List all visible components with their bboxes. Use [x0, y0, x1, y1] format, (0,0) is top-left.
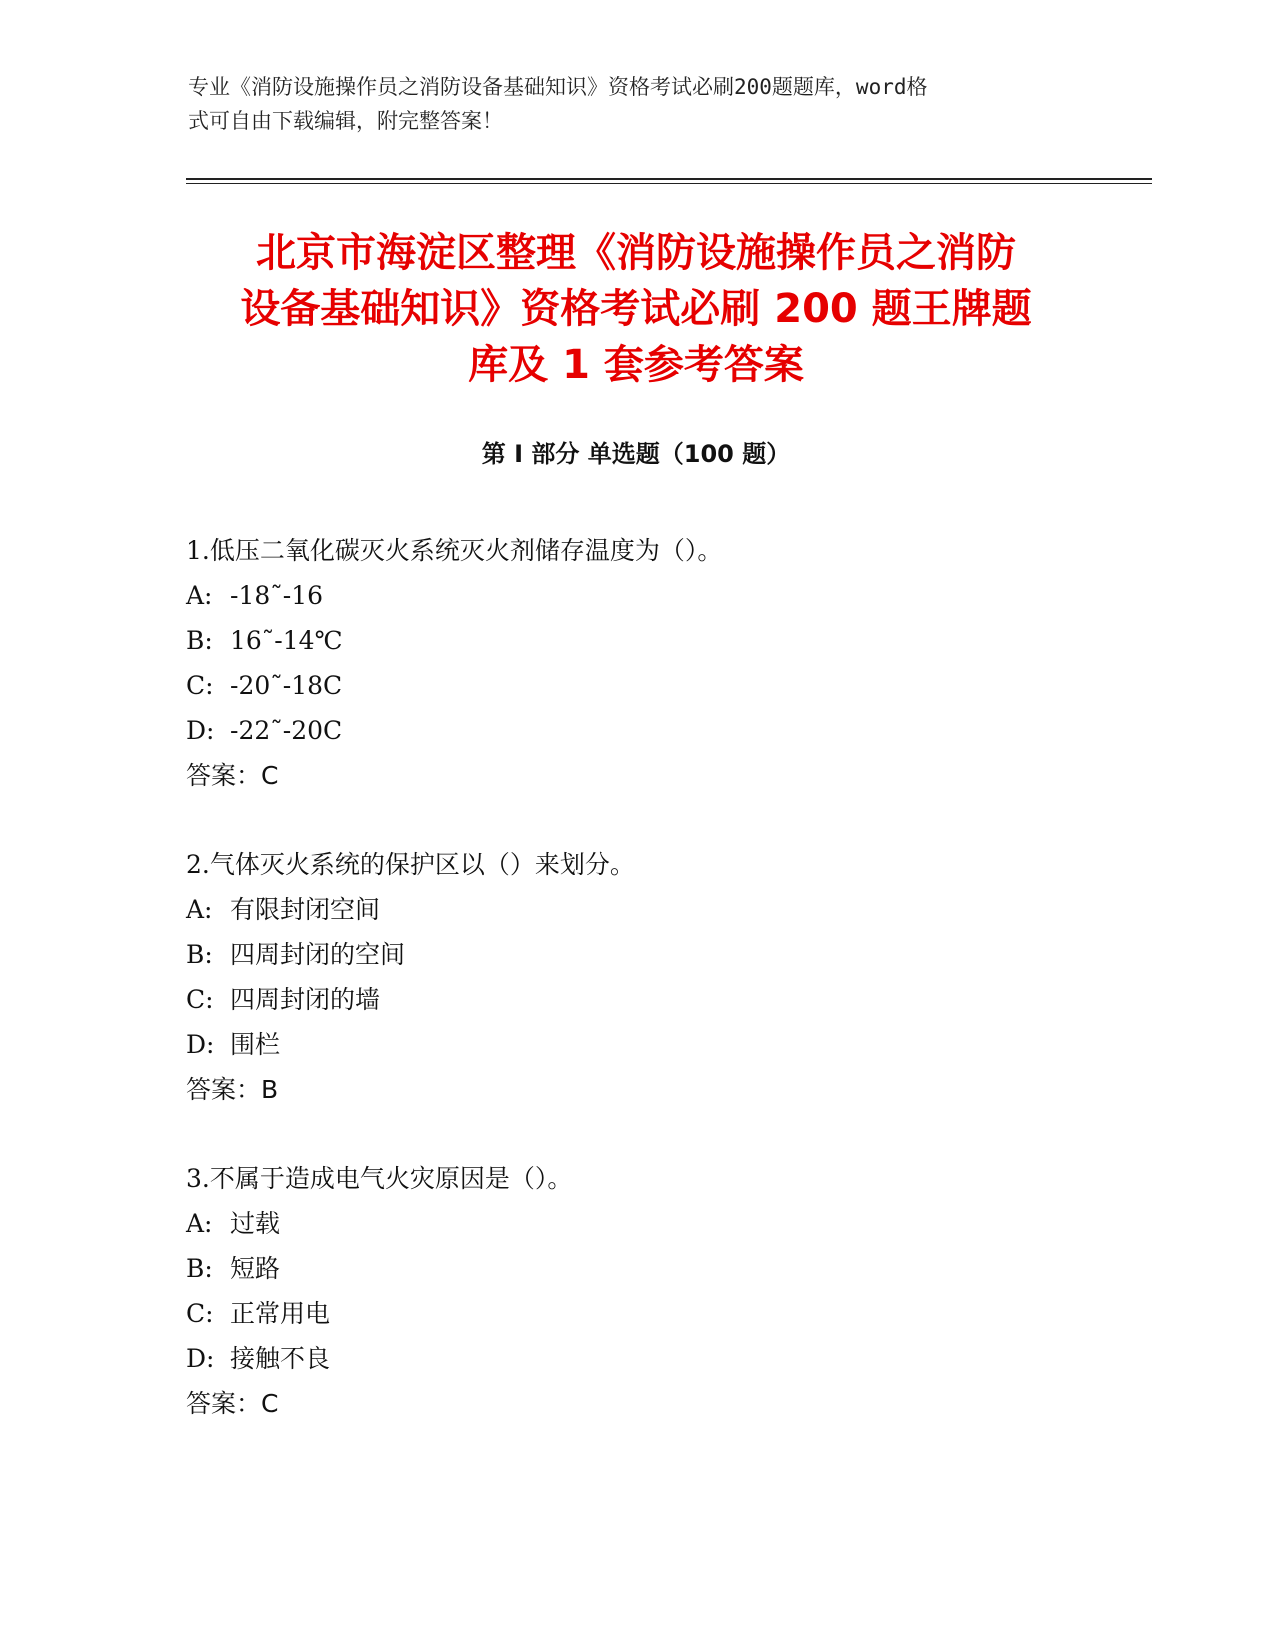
answer: 答案：B	[186, 1075, 279, 1104]
question-1	[186, 528, 1106, 798]
header-note-line: 专业《消防设施操作员之消防设备基础知识》资格考试必刷200题题库，word格	[188, 75, 928, 99]
header-divider	[186, 178, 1152, 184]
option-d	[186, 1336, 1106, 1381]
option-key: C:	[186, 985, 214, 1014]
option-key: D:	[186, 1344, 215, 1373]
document-title-line: 北京市海淀区整理《消防设施操作员之消防	[256, 230, 1016, 276]
option-b	[186, 618, 1106, 663]
section-heading: 第 I 部分 单选题（100 题）	[481, 440, 791, 468]
option-a	[186, 1201, 1106, 1246]
option-d	[186, 708, 1106, 753]
header-note-line: 式可自由下载编辑，附完整答案！	[188, 109, 503, 133]
option-d	[186, 1022, 1106, 1067]
option-text: 短路	[230, 1254, 281, 1283]
document-title-line: 库及 1 套参考答案	[468, 342, 804, 388]
option-text: 四周封闭的空间	[230, 940, 406, 969]
option-key: D:	[186, 1030, 215, 1059]
question-list	[186, 528, 1106, 1470]
option-text: 四周封闭的墙	[230, 985, 381, 1014]
option-key: A:	[186, 895, 213, 924]
header-note	[188, 70, 1088, 138]
option-text: 围栏	[230, 1030, 281, 1059]
answer: 答案：C	[186, 1389, 279, 1418]
option-text: 过载	[230, 1209, 281, 1238]
option-key: C:	[186, 671, 214, 700]
option-key: D:	[186, 716, 215, 745]
document-title-line: 设备基础知识》资格考试必刷 200 题王牌题	[240, 286, 1032, 332]
question-stem: 1.低压二氧化碳灭火系统灭火剂储存温度为（）。	[186, 536, 723, 565]
option-b	[186, 1246, 1106, 1291]
question-stem: 3.不属于造成电气火灾原因是（）。	[186, 1164, 573, 1193]
option-key: B:	[186, 626, 213, 655]
option-key: A:	[186, 1209, 213, 1238]
option-b	[186, 932, 1106, 977]
option-a	[186, 573, 1106, 618]
option-key: B:	[186, 940, 213, 969]
question-3	[186, 1156, 1106, 1426]
option-text: 16˜-14℃	[230, 626, 343, 655]
option-text: -22˜-20C	[230, 716, 343, 745]
question-stem: 2.气体灭火系统的保护区以（）来划分。	[186, 850, 635, 879]
question-2	[186, 842, 1106, 1112]
option-c	[186, 663, 1106, 708]
option-c	[186, 1291, 1106, 1336]
option-key: A:	[186, 581, 213, 610]
document-title	[186, 225, 1086, 393]
option-c	[186, 977, 1106, 1022]
option-key: C:	[186, 1299, 214, 1328]
option-text: -20˜-18C	[230, 671, 343, 700]
option-key: B:	[186, 1254, 213, 1283]
option-text: 接触不良	[230, 1344, 331, 1373]
option-text: -18˜-16	[230, 581, 324, 610]
answer: 答案：C	[186, 761, 279, 790]
option-text: 正常用电	[230, 1299, 331, 1328]
option-text: 有限封闭空间	[230, 895, 381, 924]
option-a	[186, 887, 1106, 932]
